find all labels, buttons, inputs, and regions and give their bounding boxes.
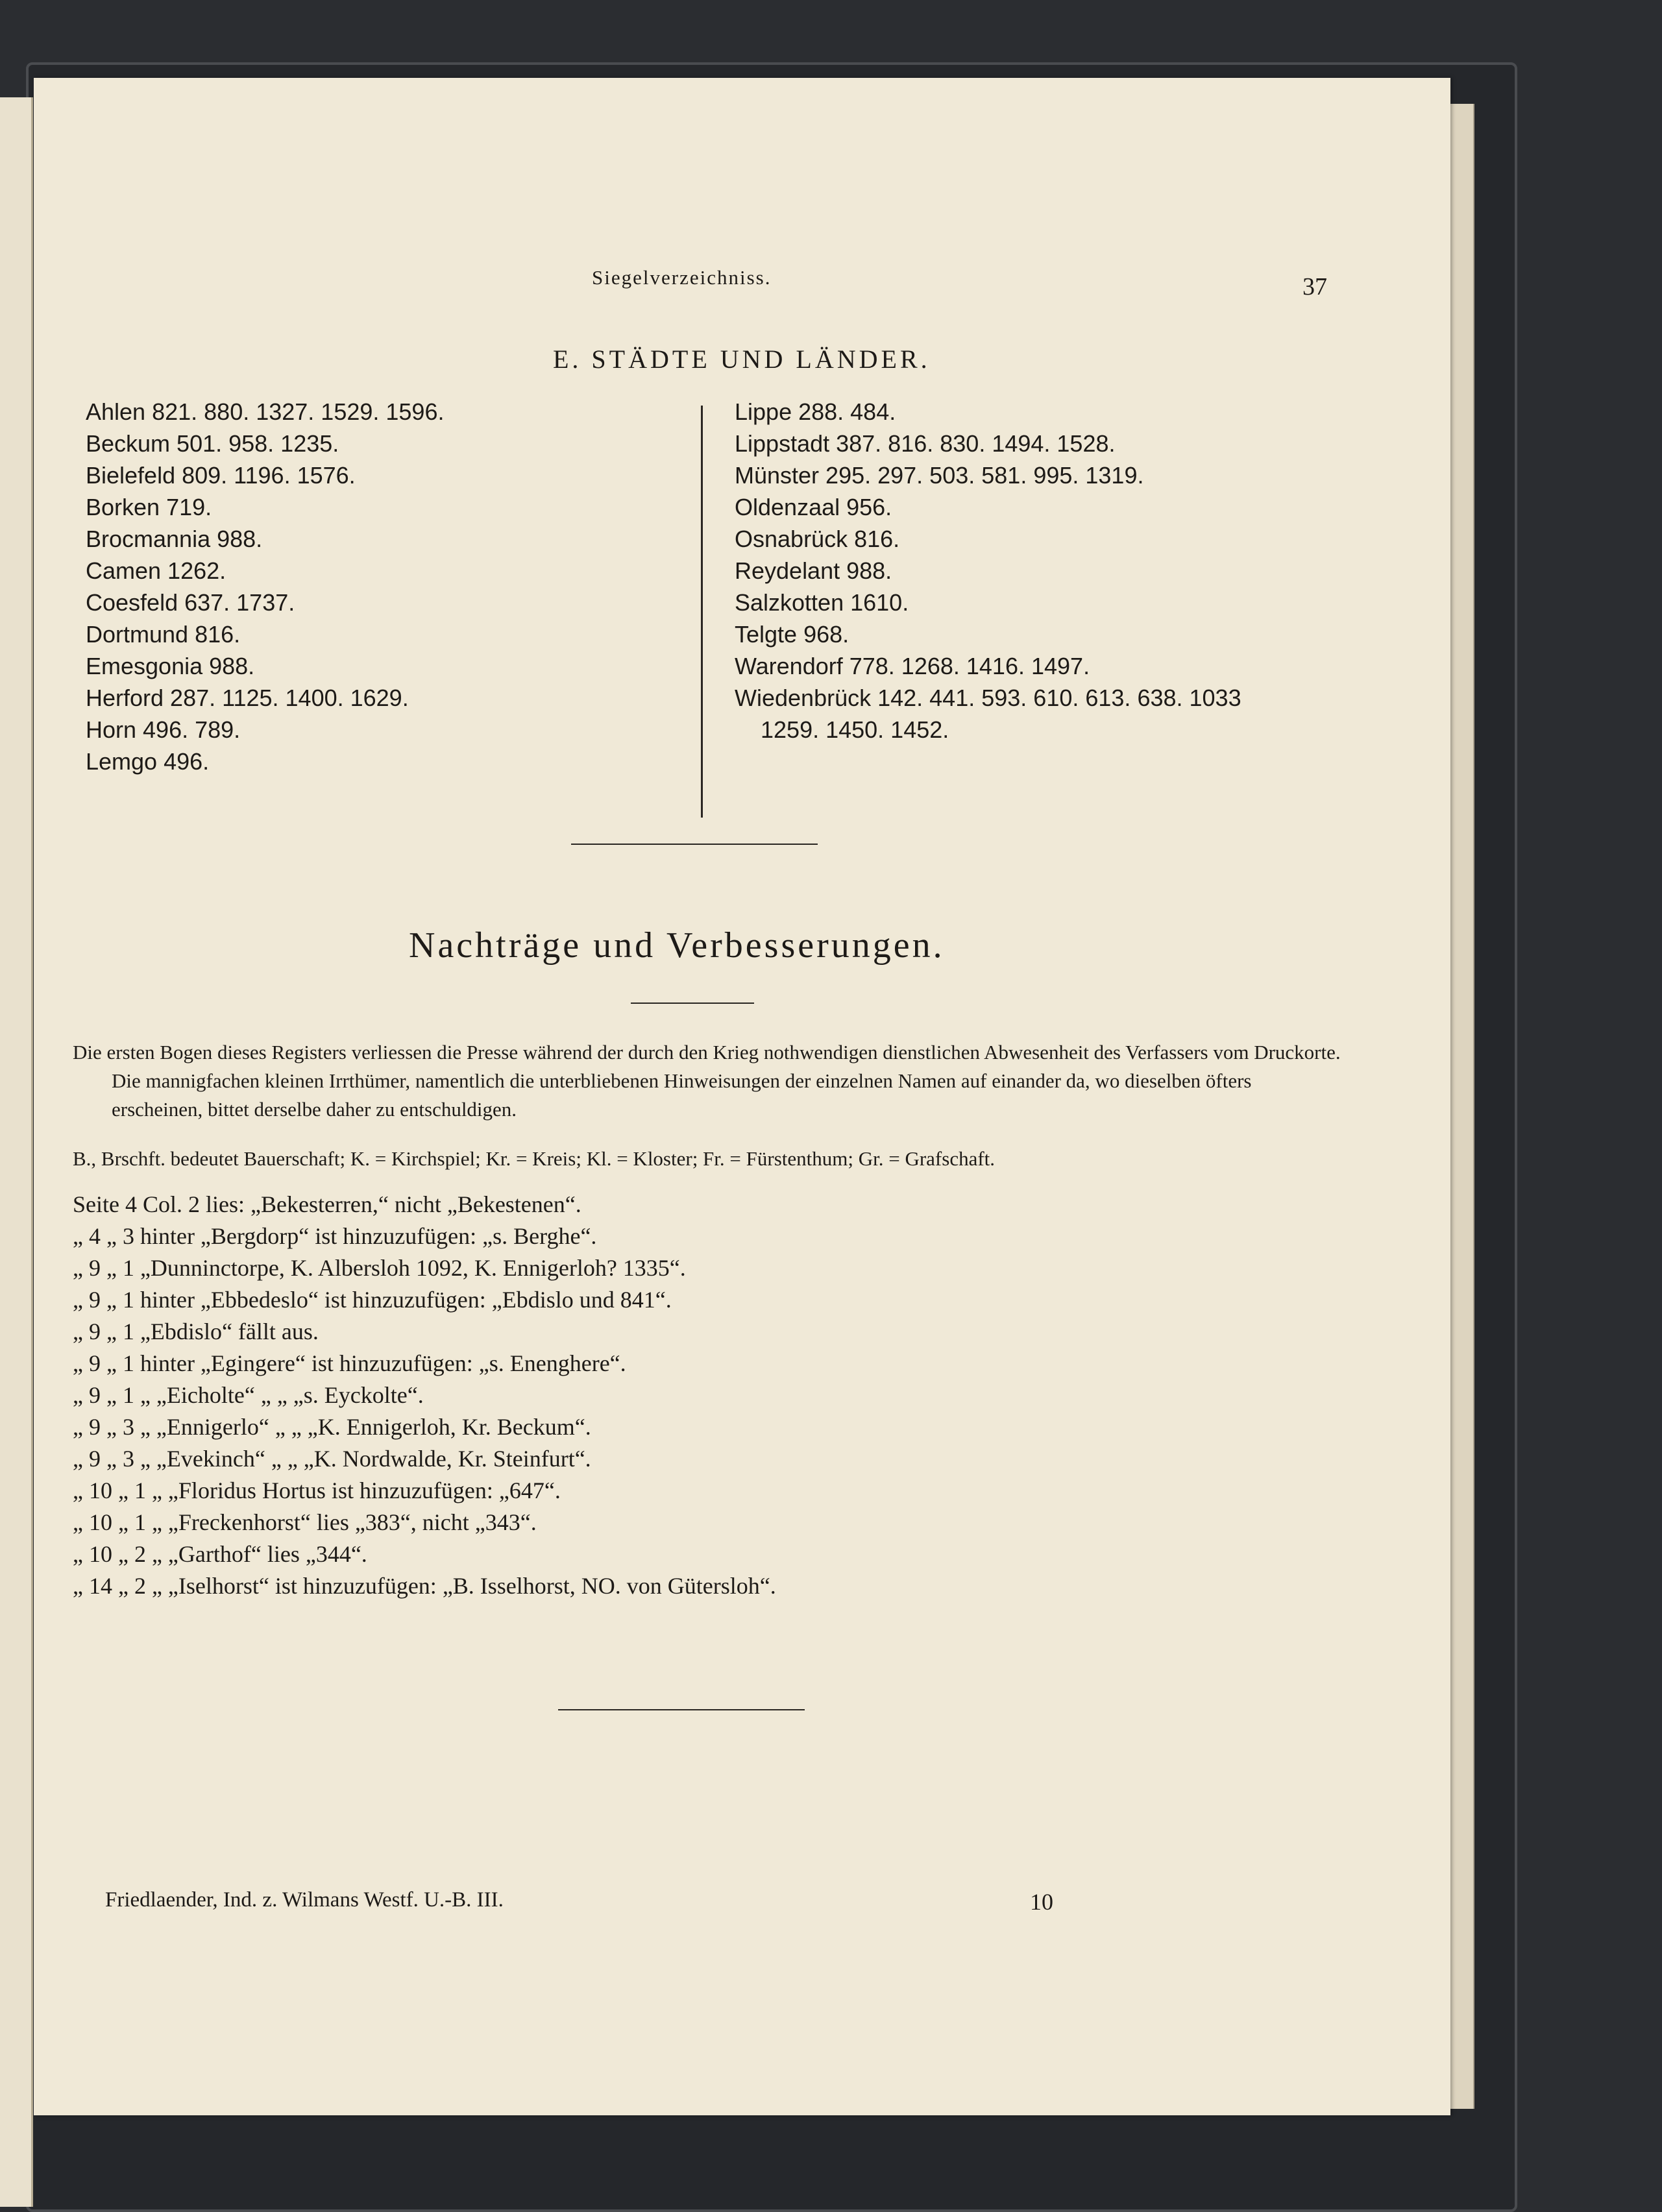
index-entry: Münster 295. 297. 503. 581. 995. 1319. [735,462,1144,489]
index-entry: Reydelant 988. [735,557,892,584]
index-entry: Lemgo 496. [86,748,210,775]
correction-line: „ 9 „ 1 „Dunninctorpe, K. Albersloh 1092, K. Ennigerloh? 1335“. [73,1255,686,1281]
index-entry: Telgte 968. [735,621,849,648]
correction-line: „ 10 „ 1 „ „Freckenhorst“ lies „383“, nicht „343“. [73,1509,537,1535]
correction-line: Seite 4 Col. 2 lies: „Bekesterren,“ nicht „Bekestenen“. [73,1191,581,1217]
index-column-left [86,396,444,777]
addenda-title: Nachträge und Verbesserungen. [409,925,945,966]
index-entry-continuation: 1259. 1450. 1452. [761,716,949,743]
correction-line: „ 10 „ 2 „ „Garthof“ lies „344“. [73,1541,367,1567]
index-entry: Oldenzaal 956. [735,494,892,520]
index-entry: Borken 719. [86,494,212,520]
title-rule [631,1003,754,1004]
correction-line: „ 10 „ 1 „ „Floridus Hortus ist hinzuzufügen: „647“. [73,1477,561,1503]
abbreviations-line: B., Brschft. bedeutet Bauerschaft; K. = Kirchspiel; Kr. = Kreis; Kl. = Kloster; Fr. = Fürstenthum; Gr. = Grafschaft. [73,1147,996,1170]
index-entry: Bielefeld 809. 1196. 1576. [86,462,356,489]
corrections-list [73,1189,776,1602]
index-column-right [735,396,1241,746]
correction-line: „ 14 „ 2 „ „Iselhorst“ ist hinzuzufügen: „B. Isselhorst, NO. von Gütersloh“. [73,1573,776,1599]
correction-line: „ 9 „ 1 hinter „Egingere“ ist hinzuzufügen: „s. Enenghere“. [73,1350,626,1376]
column-divider [701,406,703,818]
correction-line: „ 9 „ 1 „ „Eicholte“ „ „ „s. Eyckolte“. [73,1382,424,1408]
index-entry: Brocmannia 988. [86,526,263,552]
correction-line: „ 9 „ 1 hinter „Ebbedeslo“ ist hinzuzufügen: „Ebdislo und 841“. [73,1287,672,1313]
index-entry: Horn 496. 789. [86,716,241,743]
index-entry: Ahlen 821. 880. 1327. 1529. 1596. [86,398,445,425]
index-entry: Wiedenbrück 142. 441. 593. 610. 613. 638. 1033 [735,685,1241,711]
index-entry: Emesgonia 988. [86,653,255,679]
previous-page-edge [0,97,33,2207]
index-entry: Coesfeld 637. 1737. [86,589,295,616]
page-number: 37 [1302,273,1327,300]
index-entry: Herford 287. 1125. 1400. 1629. [86,685,409,711]
preface-text: Die ersten Bogen dieses Registers verliessen die Presse während der durch den Krieg nothwendigen dienstlichen Abwesenheit des Verfassers vom Druckorte. Die mannigfachen kleinen Irrthümer, namentlich die unterbliebenen Hinweisungen der einzelnen Namen auf einander da, wo dieselben öfters erscheinen, bittet derselbe daher zu entschuldigen. [73,1041,1341,1121]
index-entry: Camen 1262. [86,557,226,584]
correction-line: „ 9 „ 1 „Ebdislo“ fällt aus. [73,1319,319,1344]
correction-line: „ 9 „ 3 „ „Evekinch“ „ „ „K. Nordwalde, Kr. Steinfurt“. [73,1446,591,1472]
preface-paragraph [73,1038,1345,1124]
running-head: Siegelverzeichniss. [592,266,772,289]
closing-rule [558,1709,805,1710]
signature-mark: 10 [1030,1889,1053,1915]
index-entry: Osnabrück 816. [735,526,900,552]
section-heading: E. STÄDTE UND LÄNDER. [553,345,931,374]
index-entry: Dortmund 816. [86,621,241,648]
correction-line: „ 4 „ 3 hinter „Bergdorp“ ist hinzuzufügen: „s. Berghe“. [73,1223,597,1249]
index-entry: Lippe 288. 484. [735,398,896,425]
book-page [34,78,1450,2115]
index-entry: Beckum 501. 958. 1235. [86,430,339,457]
index-entry: Lippstadt 387. 816. 830. 1494. 1528. [735,430,1116,457]
correction-line: „ 9 „ 3 „ „Ennigerlo“ „ „ „K. Ennigerloh, Kr. Beckum“. [73,1414,591,1440]
section-rule [571,844,818,845]
index-entry: Warendorf 778. 1268. 1416. 1497. [735,653,1090,679]
footer-signature: Friedlaender, Ind. z. Wilmans Westf. U.-B. III. [105,1888,504,1912]
index-entry: Salzkotten 1610. [735,589,909,616]
